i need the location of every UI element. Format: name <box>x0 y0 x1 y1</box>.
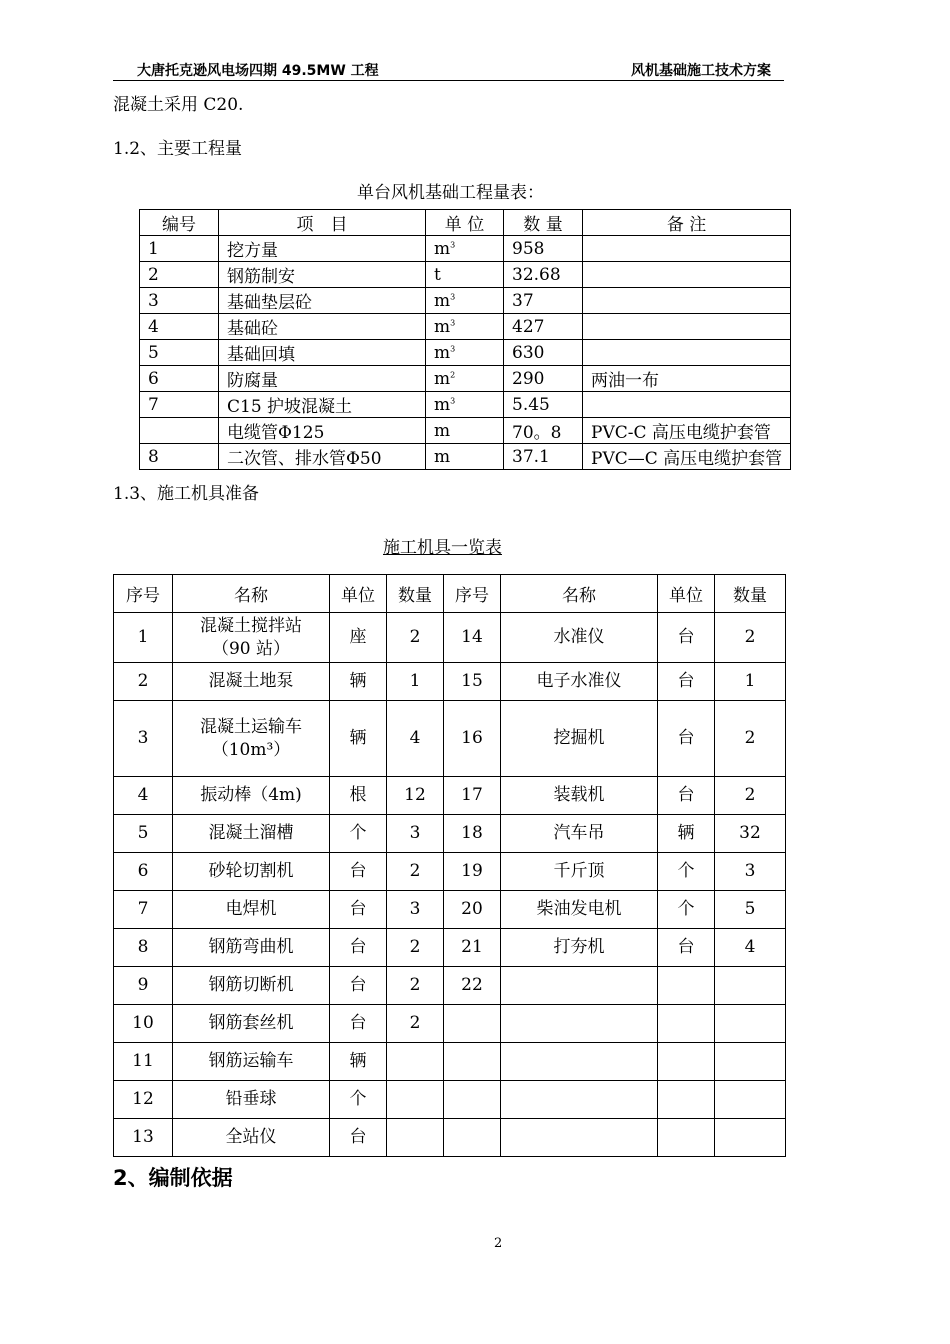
cell-qty: 2 <box>387 967 444 1005</box>
col-header-name: 名称 <box>173 575 330 613</box>
cell-seq-2 <box>444 1005 501 1043</box>
cell-seq-2: 16 <box>444 701 501 777</box>
equipment-table-row <box>114 1005 786 1043</box>
cell-unit: $m^3$ <box>426 340 504 366</box>
cell-unit: 台 <box>330 967 387 1005</box>
cell-qty: 37.1 <box>504 444 583 470</box>
cell-note <box>583 262 791 288</box>
cell-note <box>583 288 791 314</box>
cell-qty: 290 <box>504 366 583 392</box>
cell-name: 振动棒（4m) <box>173 777 330 815</box>
cell-note <box>583 236 791 262</box>
cell-unit: 个 <box>330 815 387 853</box>
cell-qty: 37 <box>504 288 583 314</box>
equipment-table <box>113 574 786 1157</box>
cell-seq: 13 <box>114 1119 173 1157</box>
cell-qty: 3 <box>387 815 444 853</box>
cell-qty: 2 <box>387 853 444 891</box>
cell-seq-2: 15 <box>444 663 501 701</box>
header-project-title: 大唐托克逊风电场四期 49.5MW 工程 <box>137 63 379 79</box>
cell-unit: 个 <box>330 1081 387 1119</box>
cell-qty: 3 <box>387 891 444 929</box>
cell-unit-2: 个 <box>658 891 715 929</box>
cell-name-2: 装载机 <box>501 777 658 815</box>
header-divider <box>113 80 784 81</box>
cell-qty-2: 2 <box>715 701 786 777</box>
cell-note: PVC—C 高压电缆护套管 <box>583 444 791 470</box>
cell-no: 1 <box>140 236 219 262</box>
cell-seq-2: 14 <box>444 613 501 663</box>
col-header-qty: 数量 <box>387 575 444 613</box>
equipment-table-row <box>114 1119 786 1157</box>
quantity-table-row <box>140 236 791 262</box>
header-document-title: 风机基础施工技术方案 <box>631 63 771 79</box>
quantity-table-row <box>140 444 791 470</box>
cell-unit: 辆 <box>330 1043 387 1081</box>
cell-qty-2: 1 <box>715 663 786 701</box>
cell-name: 钢筋套丝机 <box>173 1005 330 1043</box>
cell-qty-2 <box>715 1081 786 1119</box>
cell-name: 混凝土运输车 （10m³） <box>173 701 330 777</box>
cell-no: 2 <box>140 262 219 288</box>
cell-qty: 2 <box>387 613 444 663</box>
cell-unit-2: 辆 <box>658 815 715 853</box>
cell-seq: 7 <box>114 891 173 929</box>
cell-unit-2: 台 <box>658 613 715 663</box>
cell-note <box>583 340 791 366</box>
cell-name-2: 电子水准仪 <box>501 663 658 701</box>
col-header-note: 备 注 <box>583 210 791 236</box>
cell-unit: 辆 <box>330 663 387 701</box>
cell-unit: $m^3$ <box>426 288 504 314</box>
col-header-seq: 序号 <box>114 575 173 613</box>
cell-qty: 5.45 <box>504 392 583 418</box>
cell-no: 7 <box>140 392 219 418</box>
cell-qty <box>387 1119 444 1157</box>
cell-unit: 台 <box>330 929 387 967</box>
cell-unit: m <box>426 418 504 444</box>
cell-qty-2 <box>715 1043 786 1081</box>
cell-unit-2: 个 <box>658 853 715 891</box>
cell-unit-2: 台 <box>658 701 715 777</box>
cell-qty: 958 <box>504 236 583 262</box>
cell-qty-2: 3 <box>715 853 786 891</box>
cell-unit-2 <box>658 1081 715 1119</box>
cell-name-2: 水准仪 <box>501 613 658 663</box>
cell-name: 混凝土地泵 <box>173 663 330 701</box>
equipment-table-row <box>114 1081 786 1119</box>
cell-name: 钢筋切断机 <box>173 967 330 1005</box>
cell-name: 铅垂球 <box>173 1081 330 1119</box>
table2-caption: 施工机具一览表 <box>383 538 502 558</box>
cell-qty: 427 <box>504 314 583 340</box>
cell-qty: 4 <box>387 701 444 777</box>
col-header-name-2: 名称 <box>501 575 658 613</box>
table1-caption: 单台风机基础工程量表： <box>357 183 544 203</box>
cell-item: 基础垫层砼 <box>219 288 426 314</box>
equipment-table-row <box>114 663 786 701</box>
cell-name-2 <box>501 1119 658 1157</box>
cell-item: 二次管、排水管Φ50 <box>219 444 426 470</box>
equipment-table-row <box>114 701 786 777</box>
cell-seq-2: 17 <box>444 777 501 815</box>
cell-seq: 3 <box>114 701 173 777</box>
cell-name-2: 挖掘机 <box>501 701 658 777</box>
equipment-table-row <box>114 1043 786 1081</box>
cell-qty-2 <box>715 1005 786 1043</box>
equipment-table-row <box>114 815 786 853</box>
cell-name-2 <box>501 967 658 1005</box>
quantity-table-row <box>140 340 791 366</box>
cell-item: C15 护坡混凝土 <box>219 392 426 418</box>
cell-unit: 座 <box>330 613 387 663</box>
cell-note: 两油一布 <box>583 366 791 392</box>
cell-name-2: 千斤顶 <box>501 853 658 891</box>
intro-text: 混凝土采用 C20. <box>113 95 244 115</box>
cell-seq-2: 21 <box>444 929 501 967</box>
cell-unit: $m^2$ <box>426 366 504 392</box>
cell-qty: 12 <box>387 777 444 815</box>
equipment-table-row <box>114 967 786 1005</box>
cell-unit-2: 台 <box>658 777 715 815</box>
cell-unit: $m^3$ <box>426 314 504 340</box>
col-header-seq-2: 序号 <box>444 575 501 613</box>
cell-seq-2: 20 <box>444 891 501 929</box>
section-2-heading: 2、编制依据 <box>113 1166 233 1190</box>
cell-seq: 12 <box>114 1081 173 1119</box>
cell-qty <box>387 1043 444 1081</box>
cell-unit: 根 <box>330 777 387 815</box>
cell-unit: 台 <box>330 853 387 891</box>
cell-name-2: 柴油发电机 <box>501 891 658 929</box>
cell-seq-2: 18 <box>444 815 501 853</box>
cell-qty: 32.68 <box>504 262 583 288</box>
cell-seq: 5 <box>114 815 173 853</box>
cell-unit: $m^3$ <box>426 392 504 418</box>
cell-unit-2: 台 <box>658 929 715 967</box>
cell-item: 钢筋制安 <box>219 262 426 288</box>
cell-no: 3 <box>140 288 219 314</box>
cell-seq: 1 <box>114 613 173 663</box>
cell-item: 基础砼 <box>219 314 426 340</box>
cell-seq: 6 <box>114 853 173 891</box>
equipment-table-row <box>114 929 786 967</box>
cell-name: 砂轮切割机 <box>173 853 330 891</box>
cell-qty-2: 2 <box>715 613 786 663</box>
page-number: 2 <box>494 1236 503 1251</box>
cell-seq-2 <box>444 1043 501 1081</box>
col-header-qty: 数 量 <box>504 210 583 236</box>
cell-qty-2 <box>715 1119 786 1157</box>
cell-seq: 8 <box>114 929 173 967</box>
cell-name: 混凝土溜槽 <box>173 815 330 853</box>
quantity-table-row <box>140 314 791 340</box>
col-header-unit: 单位 <box>330 575 387 613</box>
cell-note <box>583 314 791 340</box>
cell-name: 钢筋弯曲机 <box>173 929 330 967</box>
cell-unit: t <box>426 262 504 288</box>
cell-seq: 11 <box>114 1043 173 1081</box>
equipment-table-row <box>114 613 786 663</box>
cell-no <box>140 418 219 444</box>
col-header-unit-2: 单位 <box>658 575 715 613</box>
cell-seq-2: 22 <box>444 967 501 1005</box>
quantity-table-row <box>140 392 791 418</box>
cell-unit-2 <box>658 1119 715 1157</box>
cell-seq: 2 <box>114 663 173 701</box>
cell-unit-2 <box>658 1043 715 1081</box>
cell-unit-2: 台 <box>658 663 715 701</box>
cell-qty-2: 32 <box>715 815 786 853</box>
cell-no: 6 <box>140 366 219 392</box>
cell-name: 钢筋运输车 <box>173 1043 330 1081</box>
cell-qty-2 <box>715 967 786 1005</box>
cell-qty-2: 5 <box>715 891 786 929</box>
cell-qty: 2 <box>387 929 444 967</box>
cell-qty: 1 <box>387 663 444 701</box>
cell-qty: 2 <box>387 1005 444 1043</box>
cell-item: 防腐量 <box>219 366 426 392</box>
cell-unit: 辆 <box>330 701 387 777</box>
cell-item: 基础回填 <box>219 340 426 366</box>
equipment-table-row <box>114 853 786 891</box>
col-header-qty-2: 数量 <box>715 575 786 613</box>
cell-name-2 <box>501 1005 658 1043</box>
cell-seq-2 <box>444 1119 501 1157</box>
equipment-table-row <box>114 891 786 929</box>
cell-seq-2 <box>444 1081 501 1119</box>
col-header-unit: 单 位 <box>426 210 504 236</box>
cell-name-2 <box>501 1081 658 1119</box>
cell-name-2: 打夯机 <box>501 929 658 967</box>
cell-item: 挖方量 <box>219 236 426 262</box>
cell-unit-2 <box>658 967 715 1005</box>
quantity-table-row <box>140 262 791 288</box>
quantity-table-row <box>140 418 791 444</box>
cell-name: 混凝土搅拌站 （90 站） <box>173 613 330 663</box>
cell-seq: 10 <box>114 1005 173 1043</box>
cell-name-2 <box>501 1043 658 1081</box>
quantity-table-row <box>140 366 791 392</box>
equipment-table-row <box>114 777 786 815</box>
section-1-2-heading: 1.2、主要工程量 <box>113 139 243 159</box>
cell-name: 全站仪 <box>173 1119 330 1157</box>
cell-qty: 630 <box>504 340 583 366</box>
col-header-item: 项 目 <box>219 210 426 236</box>
cell-item: 电缆管Φ125 <box>219 418 426 444</box>
col-header-no: 编号 <box>140 210 219 236</box>
quantity-table-row <box>140 288 791 314</box>
cell-name-2: 汽车吊 <box>501 815 658 853</box>
cell-note <box>583 392 791 418</box>
cell-qty: 70。8 <box>504 418 583 444</box>
cell-name: 电焊机 <box>173 891 330 929</box>
cell-no: 4 <box>140 314 219 340</box>
cell-unit: m <box>426 444 504 470</box>
quantity-table <box>139 209 791 470</box>
cell-unit: $m^3$ <box>426 236 504 262</box>
cell-seq: 4 <box>114 777 173 815</box>
cell-seq: 9 <box>114 967 173 1005</box>
cell-seq-2: 19 <box>444 853 501 891</box>
cell-no: 8 <box>140 444 219 470</box>
section-1-3-heading: 1.3、施工机具准备 <box>113 484 260 504</box>
cell-unit: 台 <box>330 1005 387 1043</box>
cell-qty-2: 4 <box>715 929 786 967</box>
cell-unit: 台 <box>330 1119 387 1157</box>
equipment-table-header-row <box>114 575 786 613</box>
cell-qty-2: 2 <box>715 777 786 815</box>
quantity-table-header-row <box>140 210 791 236</box>
cell-note: PVC-C 高压电缆护套管 <box>583 418 791 444</box>
cell-qty <box>387 1081 444 1119</box>
cell-unit-2 <box>658 1005 715 1043</box>
cell-unit: 台 <box>330 891 387 929</box>
cell-no: 5 <box>140 340 219 366</box>
